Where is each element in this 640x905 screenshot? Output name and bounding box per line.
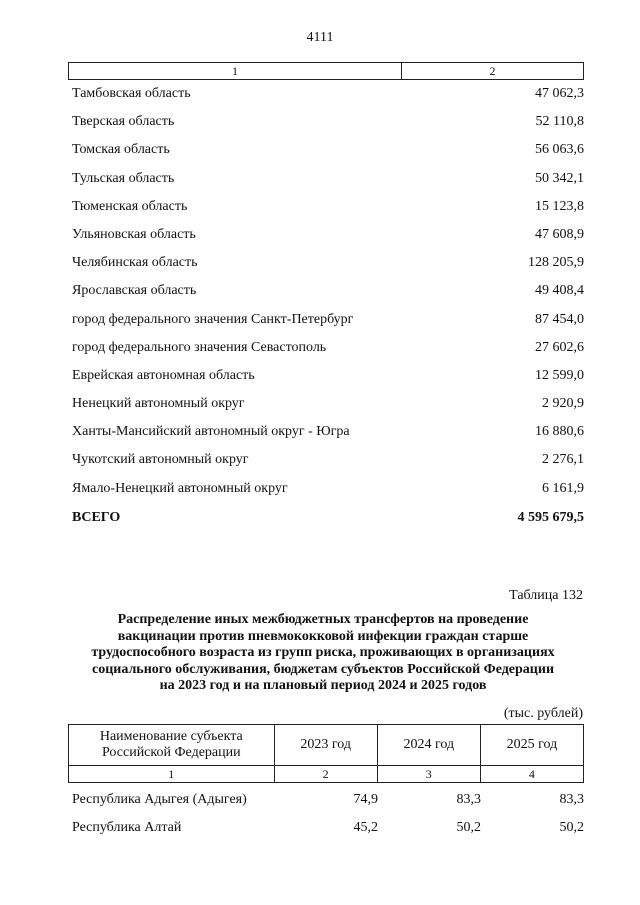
region-name: Ямало-Ненецкий автономный округ xyxy=(72,480,288,496)
table-row xyxy=(72,112,584,140)
value-2024: 50,2 xyxy=(456,820,481,835)
region-amount: 16 880,6 xyxy=(535,424,584,440)
region-name: Еврейская автономная область xyxy=(72,367,255,383)
page-number: 4111 xyxy=(306,30,334,45)
region-name: Ненецкий автономный округ xyxy=(72,396,245,412)
region-amount: 47 608,9 xyxy=(535,226,584,242)
value-2024: 83,3 xyxy=(456,792,481,807)
table-row xyxy=(72,253,584,281)
table-number: Таблица 132 xyxy=(509,588,583,603)
region-amount: 50 342,1 xyxy=(535,170,584,186)
col-number: 3 xyxy=(377,766,480,783)
region-amount: 27 602,6 xyxy=(535,339,584,355)
header-name-line1: Наименование субъекта xyxy=(99,729,243,744)
region-name: Республика Адыгея (Адыгея) xyxy=(72,792,247,807)
region-name: город федерального значения Севастополь xyxy=(72,339,327,355)
value-2025: 50,2 xyxy=(559,820,584,835)
table-title-line: вакцинации против пневмококковой инфекции граждан старше xyxy=(117,628,529,644)
table-title-line: Распределение иных межбюджетных трансфертов на проведение xyxy=(117,612,529,627)
value-2025: 83,3 xyxy=(559,792,584,807)
table-row xyxy=(72,169,584,197)
table-title-line: трудоспособного возраста из групп риска, проживающих в организациях xyxy=(91,645,555,661)
region-amount: 2 276,1 xyxy=(542,452,584,468)
region-name: город федерального значения Санкт-Петербург xyxy=(72,311,354,327)
table-row xyxy=(72,422,584,450)
table1-header-col1: 1 xyxy=(69,63,402,79)
region-amount: 12 599,0 xyxy=(535,367,584,383)
region-amount: 2 920,9 xyxy=(542,396,584,412)
table-row xyxy=(72,310,584,338)
table1-header-col2: 2 xyxy=(489,64,496,78)
table1-total-row xyxy=(72,510,584,526)
total-amount: 4 595 679,5 xyxy=(517,510,584,525)
region-name: Чукотский автономный округ xyxy=(72,452,249,468)
region-amount: 15 123,8 xyxy=(535,198,584,214)
region-name: Ханты-Мансийский автономный округ - Югра xyxy=(72,424,350,440)
region-name: Ульяновская область xyxy=(72,226,196,242)
region-name: Тамбовская область xyxy=(72,86,191,101)
table-row xyxy=(72,366,584,394)
units-label: (тыс. рублей) xyxy=(503,706,583,721)
region-name: Республика Алтай xyxy=(72,820,182,835)
table-row xyxy=(72,338,584,366)
table2-body xyxy=(72,790,584,846)
header-year-2025: 2025 год xyxy=(480,725,583,766)
region-amount: 49 408,4 xyxy=(535,283,584,299)
col-number: 4 xyxy=(480,766,583,783)
table-row xyxy=(72,394,584,422)
header-name-line2: Российской Федерации xyxy=(101,745,241,760)
table-row xyxy=(72,197,584,225)
col-number: 2 xyxy=(274,766,377,783)
region-amount: 47 062,3 xyxy=(535,86,584,101)
region-name: Тверская область xyxy=(72,114,175,130)
region-amount: 128 205,9 xyxy=(528,255,584,271)
total-label: ВСЕГО xyxy=(72,510,121,525)
region-amount: 52 110,8 xyxy=(535,114,584,130)
region-amount: 87 454,0 xyxy=(535,311,584,327)
table-row xyxy=(72,140,584,168)
table-row xyxy=(72,450,584,478)
region-name: Тульская область xyxy=(72,170,175,186)
table1-header xyxy=(68,62,584,80)
region-amount: 6 161,9 xyxy=(542,480,584,496)
table-title-line: на 2023 год и на плановый период 2024 и 2025 годов xyxy=(159,678,487,694)
col-number: 1 xyxy=(69,766,275,783)
table-row xyxy=(72,225,584,253)
value-2023: 74,9 xyxy=(353,792,378,807)
table-title xyxy=(60,612,586,695)
header-year-2024: 2024 год xyxy=(377,725,480,766)
region-name: Томская область xyxy=(72,142,170,158)
table-row xyxy=(72,84,584,112)
value-2023: 45,2 xyxy=(353,820,378,835)
table1-body xyxy=(72,84,584,507)
table-title-line: социального обслуживания, бюджетам субъектов Российской Федерации xyxy=(91,661,555,677)
header-region-name xyxy=(69,725,275,766)
table-row xyxy=(72,790,584,818)
region-name: Челябинская область xyxy=(72,255,198,271)
table2-header xyxy=(68,724,584,783)
region-name: Тюменская область xyxy=(72,198,188,214)
table-row xyxy=(72,818,584,846)
header-year-2023: 2023 год xyxy=(274,725,377,766)
region-name: Ярославская область xyxy=(72,283,197,299)
region-amount: 56 063,6 xyxy=(535,142,584,158)
table-row xyxy=(72,281,584,309)
table-row xyxy=(72,479,584,507)
